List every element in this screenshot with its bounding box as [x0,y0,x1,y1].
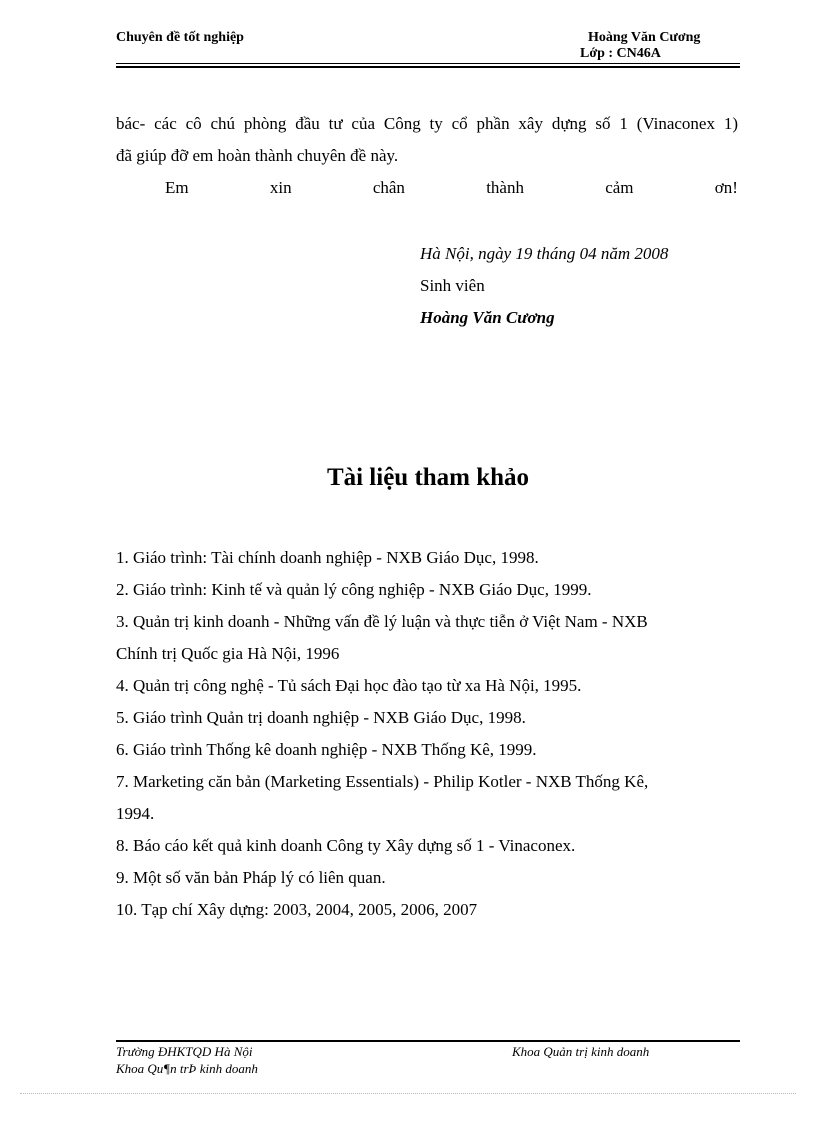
footer-divider [116,1040,740,1042]
body-line-2: đã giúp đỡ em hoàn thành chuyên đề này. [116,146,399,165]
signature-date: Hà Nội, ngày 19 tháng 04 năm 2008 [420,244,669,263]
thanks-word: chân [372,178,405,197]
thanks-line [116,172,738,204]
reference-item: 1994. [116,804,155,823]
reference-item: 7. Marketing căn bản (Marketing Essentials) - Philip Kotler - NXB Thống Kê, [116,772,649,791]
reference-item: 3. Quản trị kinh doanh - Những vấn đề lý luận và thực tiễn ở Việt Nam - NXB [116,612,648,631]
header-class: Lớp : CN46A [580,46,661,61]
thanks-word: Em [165,178,189,197]
footer-university: Trường ĐHKTQD Hà Nội [116,1044,253,1059]
reference-item: 8. Báo cáo kết quả kinh doanh Công ty Xây dựng số 1 - Vinaconex. [116,836,576,855]
thanks-word: cảm [605,178,634,197]
footer-faculty-right: Khoa Quản trị kinh doanh [512,1044,650,1059]
header-title: Chuyên đề tốt nghiệp [116,30,244,45]
header-author: Hoàng Văn Cương [588,30,701,45]
header-divider-thick [116,66,740,68]
header-divider-thin [116,63,740,64]
reference-item: 2. Giáo trình: Kinh tế và quản lý công nghiệp - NXB Giáo Dục, 1999. [116,580,592,599]
reference-item: 5. Giáo trình Quản trị doanh nghiệp - NXB Giáo Dục, 1998. [116,708,526,727]
reference-item: Chính trị Quốc gia Hà Nội, 1996 [116,644,340,663]
signature-role: Sinh viên [420,276,485,295]
reference-item: 4. Quản trị công nghệ - Tủ sách Đại học đào tạo từ xa Hà Nội, 1995. [116,676,582,695]
thanks-word: xin [269,178,292,197]
thanks-word: ơn! [714,178,738,197]
reference-item: 1. Giáo trình: Tài chính doanh nghiệp - NXB Giáo Dục, 1998. [116,548,539,567]
thanks-word: thành [486,178,524,197]
references-list [116,542,740,926]
body-line-1: bác- các cô chú phòng đầu tư của Công ty cổ phần xây dựng số 1 (Vinaconex 1) [116,114,738,133]
references-title: Tài liệu tham khảo [326,464,530,491]
footer-faculty-left: Khoa Qu¶n trÞ kinh doanh [116,1061,258,1076]
reference-item: 9. Một số văn bản Pháp lý có liên quan. [116,868,386,887]
reference-item: 10. Tạp chí Xây dựng: 2003, 2004, 2005, 2006, 2007 [116,900,478,919]
page-edge [20,1093,796,1094]
reference-item: 6. Giáo trình Thống kê doanh nghiệp - NXB Thống Kê, 1999. [116,740,537,759]
signature-name: Hoàng Văn Cương [420,308,555,327]
